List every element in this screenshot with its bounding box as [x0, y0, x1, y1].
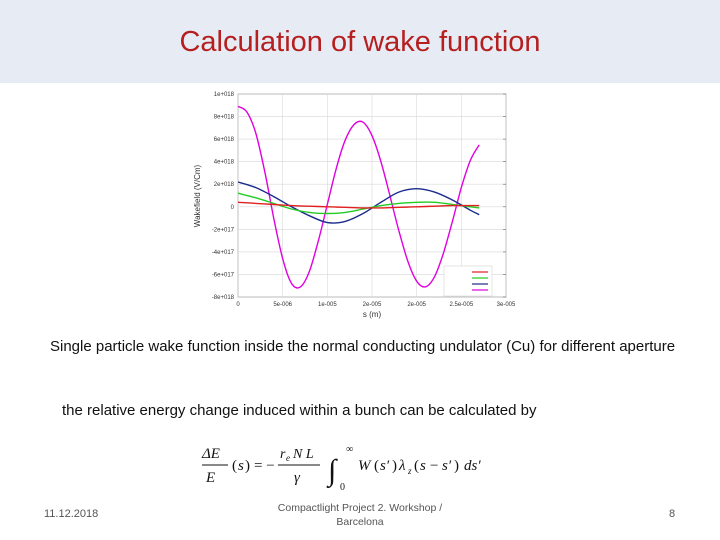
y-tick-label: 0	[230, 204, 234, 211]
y-tick-label: -4e+017	[211, 249, 234, 256]
y-axis-label: Wakefield (V/Cm)	[193, 164, 202, 228]
svg-text:−: −	[430, 458, 439, 474]
svg-text:(: (	[232, 458, 237, 474]
y-tick-label: 4e+018	[213, 159, 234, 166]
footer-event: Compactlight Project 2. Workshop / Barcelona	[277, 502, 443, 528]
x-tick-label: 2e-005	[362, 302, 382, 308]
x-tick-label: 0	[236, 302, 240, 308]
svg-text:∫: ∫	[328, 454, 337, 487]
svg-text:): )	[454, 458, 459, 474]
footer-page-number: 8	[669, 508, 676, 520]
svg-text:E: E	[206, 470, 216, 486]
svg-text:): )	[245, 458, 250, 474]
svg-text:z: z	[408, 466, 412, 476]
y-tick-label: -6e+017	[211, 272, 234, 279]
svg-text:(: (	[374, 458, 379, 474]
x-tick-label: 2e-005	[407, 302, 427, 308]
x-axis-label: s (m)	[362, 310, 382, 319]
y-tick-label: 8e+018	[213, 114, 234, 121]
svg-text:γ: γ	[294, 470, 300, 486]
svg-text:N L: N L	[293, 447, 314, 462]
wakefield-chart-svg	[190, 86, 520, 326]
svg-text:s′: s′	[442, 458, 452, 474]
svg-text:r: r	[280, 447, 286, 462]
y-tick-label: -8e+018	[211, 295, 234, 301]
energy-change-formula	[198, 438, 528, 496]
svg-text:e: e	[286, 453, 290, 463]
x-tick-label: 3e-005	[496, 302, 516, 308]
x-tick-label: 2.5e-005	[449, 302, 474, 308]
energy-change-text: the relative energy change induced within a bunch can be calculated by	[62, 402, 537, 419]
wakefield-chart	[190, 86, 520, 326]
svg-text:(: (	[414, 458, 419, 474]
slide-title: Calculation of wake function	[179, 26, 541, 58]
x-tick-label: 5e-006	[273, 302, 293, 308]
footer-date: 11.12.2018	[44, 508, 99, 520]
svg-text:W: W	[358, 458, 371, 474]
svg-text:): )	[392, 458, 397, 474]
svg-text:ds′: ds′	[464, 458, 481, 474]
caption-text: Single particle wake function inside the normal conducting undulator (Cu) for different aperture	[50, 338, 676, 355]
svg-text:∞: ∞	[346, 444, 354, 455]
svg-text:= −: = −	[254, 458, 275, 474]
svg-text:s: s	[420, 458, 426, 474]
y-tick-label: 6e+018	[213, 137, 234, 144]
x-tick-label: 1e-005	[317, 302, 337, 308]
svg-text:s: s	[238, 458, 244, 474]
y-tick-label: 2e+018	[213, 182, 234, 189]
svg-text:ΔE: ΔE	[202, 446, 220, 462]
svg-text:s′: s′	[380, 458, 390, 474]
y-tick-label: 1e+018	[213, 92, 234, 98]
svg-text:λ: λ	[399, 458, 406, 474]
legend-box	[444, 266, 492, 296]
y-tick-label: -2e+017	[211, 227, 234, 234]
svg-text:0: 0	[340, 482, 345, 493]
